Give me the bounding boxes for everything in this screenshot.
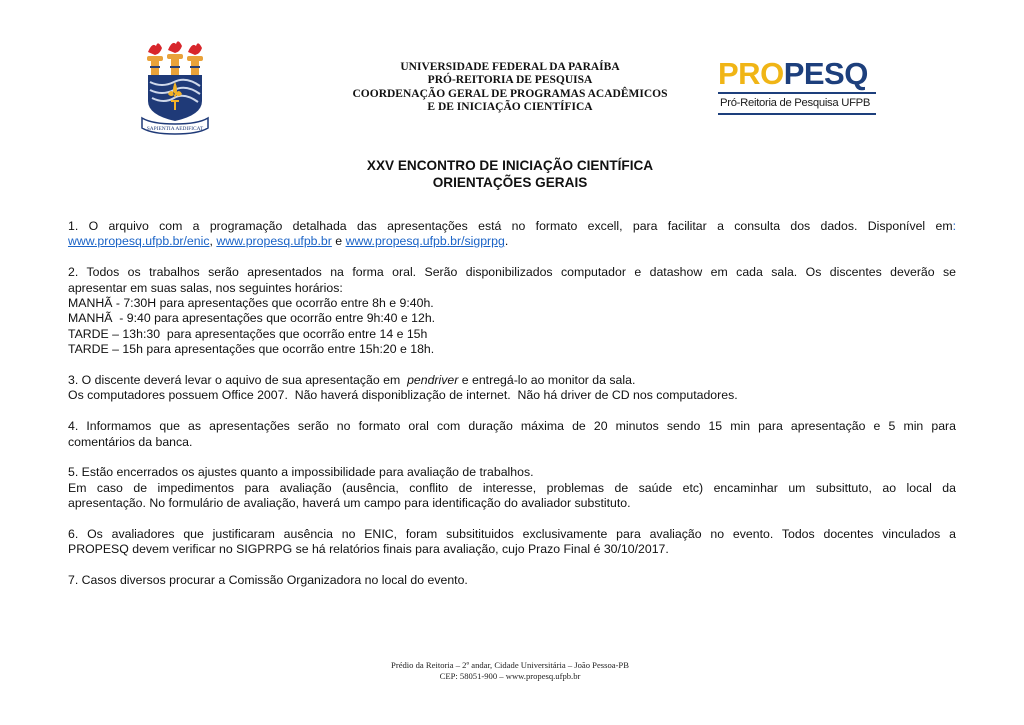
propesq-logo: [718, 58, 878, 120]
logo-divider-bottom: [718, 113, 876, 115]
guideline-item-4: [68, 419, 956, 450]
institution-line-pro-rectorate: PRÓ-REITORIA DE PESQUISA: [427, 74, 593, 87]
logo-subtitle: Pró-Reitoria de Pesquisa UFPB: [720, 97, 871, 109]
title-line-guidelines: ORIENTAÇÕES GERAIS: [432, 175, 588, 190]
footer-address: Prédio da Reitoria – 2º andar, Cidade Universitária – João Pessoa-PB: [391, 660, 629, 670]
guideline-item-5: [68, 465, 956, 511]
ufpb-crest-logo: [138, 38, 212, 136]
guideline-item-1: [68, 219, 956, 250]
pendrive-term: pendriver: [407, 373, 459, 388]
ufpb-coat-of-arms-icon: [138, 38, 212, 136]
item-5-line-3: apresentação. No formulário de avaliação, haverá um campo para identificação do avaliador substituto.: [68, 496, 631, 511]
logo-part-pesq: PESQ: [783, 56, 868, 91]
institution-line-university: UNIVERSIDADE FEDERAL DA PARAÍBA: [400, 61, 620, 73]
link-enic[interactable]: www.propesq.ufpb.br/enic: [68, 234, 210, 249]
guideline-item-6: [68, 527, 956, 558]
item-2-intro-line-2: apresentar em suas salas, nos seguintes horários:: [68, 280, 343, 295]
schedule-row-afternoon-2: TARDE – 15h para apresentações que ocorrão entre 15h:20 e 18h.: [68, 342, 435, 357]
item-1-line-1: 1. O arquivo com a programação detalhada das apresentações está no formato excell, para facilitar a consulta dos dados. Disponível em:: [68, 219, 956, 233]
footer-cep-website: CEP: 58051-900 – www.propesq.ufpb.br: [439, 670, 581, 681]
item-2-intro-line-1: 2. Todos os trabalhos serão apresentados na forma oral. Serão disponibilizados computador e datashow em cada sala. Os discentes deverão se: [68, 265, 956, 280]
item-5-line-2: Em caso de impedimentos para avaliação (ausência, conflito de interesse, problemas de saúde etc) encaminhar um subsittuto, ao local da: [68, 480, 956, 495]
page-footer: [300, 660, 720, 681]
item-5-line-1: 5. Estão encerrados os ajustes quanto a impossibilidade para avaliação de trabalhos.: [68, 465, 534, 480]
title-line-event: XXV ENCONTRO DE INICIAÇÃO CIENTÍFICA: [366, 158, 654, 173]
item-4-line-1: 4. Informamos que as apresentações serão no formato oral com duração máxima de 20 minutos sendo 15 min para apresentação e 5 min para: [68, 419, 956, 434]
schedule-row-morning-1: MANHÃ - 7:30H para apresentações que ocorrão entre 8h e 9:40h.: [68, 296, 434, 311]
item-1-line-2: www.propesq.ufpb.br/enic, www.propesq.ufpb.br e www.propesq.ufpb.br/sigprpg.: [68, 234, 509, 249]
item-6-line-1: 6. Os avaliadores que justificaram ausência no ENIC, foram subsitituidos exclusivamente para avaliação no evento. Todos docentes vinculados a: [68, 527, 956, 542]
guidelines-body: [68, 219, 956, 604]
link-propesq[interactable]: www.propesq.ufpb.br: [216, 234, 332, 249]
logo-divider-top: [718, 92, 876, 94]
item-7-line-1: 7. Casos diversos procurar a Comissão Organizadora no local do evento.: [68, 573, 468, 588]
schedule-row-afternoon-1: TARDE – 13h:30 para apresentações que ocorrão entre 14 e 15h: [68, 326, 428, 341]
schedule-row-morning-2: MANHÃ - 9:40 para apresentações que ocorrão entre 9h:40 e 12h.: [68, 311, 436, 326]
item-3-line-1: 3. O discente deverá levar o aquivo de sua apresentação em pendriver e entregá-lo ao monitor da sala.: [68, 373, 636, 388]
institution-line-initiation: E DE INICIAÇÃO CIENTÍFICA: [427, 100, 593, 113]
guideline-item-3: [68, 373, 956, 404]
institution-header: [320, 61, 700, 114]
svg-text:SAPIENTIA AEDIFICAT: SAPIENTIA AEDIFICAT: [146, 126, 204, 132]
propesq-wordmark: [718, 58, 868, 89]
item-4-line-2: comentários da banca.: [68, 434, 193, 449]
document-title: [300, 157, 720, 191]
link-sigprpg[interactable]: www.propesq.ufpb.br/sigprpg: [345, 234, 505, 249]
institution-line-coordination: COORDENAÇÃO GERAL DE PROGRAMAS ACADÊMICOS: [352, 87, 668, 100]
item-3-line-2: Os computadores possuem Office 2007. Não haverá disponiblização de internet. Não há driver de CD nos computadores.: [68, 388, 738, 403]
guideline-item-7: [68, 573, 956, 588]
item-6-line-2: PROPESQ devem verificar no SIGPRPG se há relatórios finais para avaliação, cujo Prazo Final é 30/10/2017.: [68, 542, 669, 557]
guideline-item-2: [68, 265, 956, 357]
logo-part-pro: PRO: [718, 56, 784, 91]
